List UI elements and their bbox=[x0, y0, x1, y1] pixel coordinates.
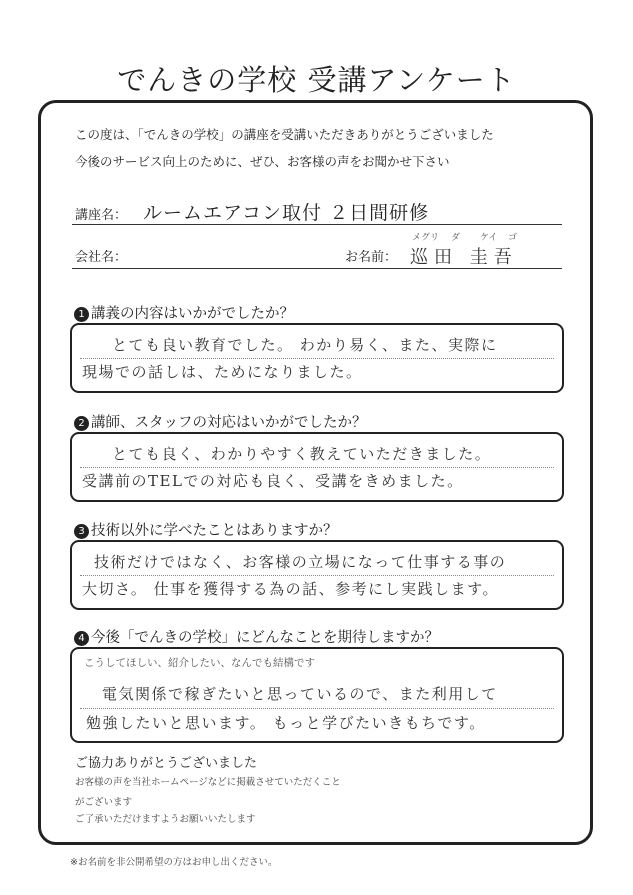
answer-4-hint: こうしてほしい、紹介したい、なんでも結構です bbox=[84, 657, 315, 669]
privacy-footnote: ※お名前を非公開希望の方はお申し出ください。 bbox=[70, 857, 278, 868]
course-label: 講座名： bbox=[75, 208, 128, 223]
answer-box-4 bbox=[70, 647, 564, 743]
answer-1-line-2: 現場での話しは、ためになりました。 bbox=[82, 363, 363, 381]
answer-4-line-1: 電気関係で稼ぎたいと思っているので、また利用して bbox=[102, 685, 498, 703]
question-1: 1 講義の内容はいかがでしたか？ bbox=[74, 302, 294, 323]
furigana-2: ダ bbox=[451, 233, 461, 243]
question-3: 3 技術以外に学べたことはありますか？ bbox=[74, 519, 338, 540]
company-label: 会社名： bbox=[75, 250, 128, 265]
respondent-name: 巡田 圭吾 bbox=[410, 247, 518, 268]
furigana-1: メグリ bbox=[412, 233, 440, 243]
intro-line-1: この度は、「でんきの学校」の講座を受講いただきありがとうございました bbox=[75, 127, 494, 142]
furigana-4: ゴ bbox=[508, 233, 518, 243]
survey-title: でんきの学校 受講アンケート bbox=[117, 63, 516, 97]
furigana-3: ケイ bbox=[480, 233, 498, 243]
question-4: 4 今後「でんきの学校」にどんなことを期待しますか？ bbox=[74, 626, 439, 647]
note-line-1: お客様の声を当社ホームページなどに掲載させていただくこと bbox=[75, 777, 341, 788]
company-underline bbox=[72, 268, 562, 269]
answer-box-2 bbox=[70, 432, 564, 502]
course-name: ルームエアコン取付 ２日間研修 bbox=[143, 202, 430, 224]
answer-2-line-2: 受講前のTELでの対応も良く、受講をきめました。 bbox=[82, 472, 464, 490]
question-2: 2 講師、スタッフの対応はいかがでしたか？ bbox=[74, 411, 367, 432]
answer-4-line-2: 勉強したいと思います。 もっと学びたいきもちです。 bbox=[86, 714, 486, 732]
intro-line-2: 今後のサービス向上のために、ぜひ、お客様の声をお聞かせ下さい bbox=[75, 154, 450, 169]
answer-3-line-2: 大切さ。 仕事を獲得する為の話、参考にし実践します。 bbox=[82, 580, 499, 598]
thanks-message: ご協力ありがとうございました bbox=[75, 756, 258, 771]
answer-box-1 bbox=[70, 323, 564, 393]
answer-1-line-1: とても良い教育でした。 わかり易く、また、実際に bbox=[112, 336, 498, 354]
answer-3-line-1: 技術だけではなく、お客様の立場になって仕事する事の bbox=[94, 553, 507, 571]
answer-box-3 bbox=[70, 540, 564, 610]
name-label: お名前： bbox=[345, 250, 398, 265]
course-underline bbox=[72, 224, 562, 225]
note-line-2: がございます bbox=[75, 797, 133, 808]
answer-2-line-1: とても良く、わかりやすく教えていただきました。 bbox=[112, 445, 492, 463]
note-line-3: ご了承いただけますようお願いいたします bbox=[75, 814, 256, 825]
